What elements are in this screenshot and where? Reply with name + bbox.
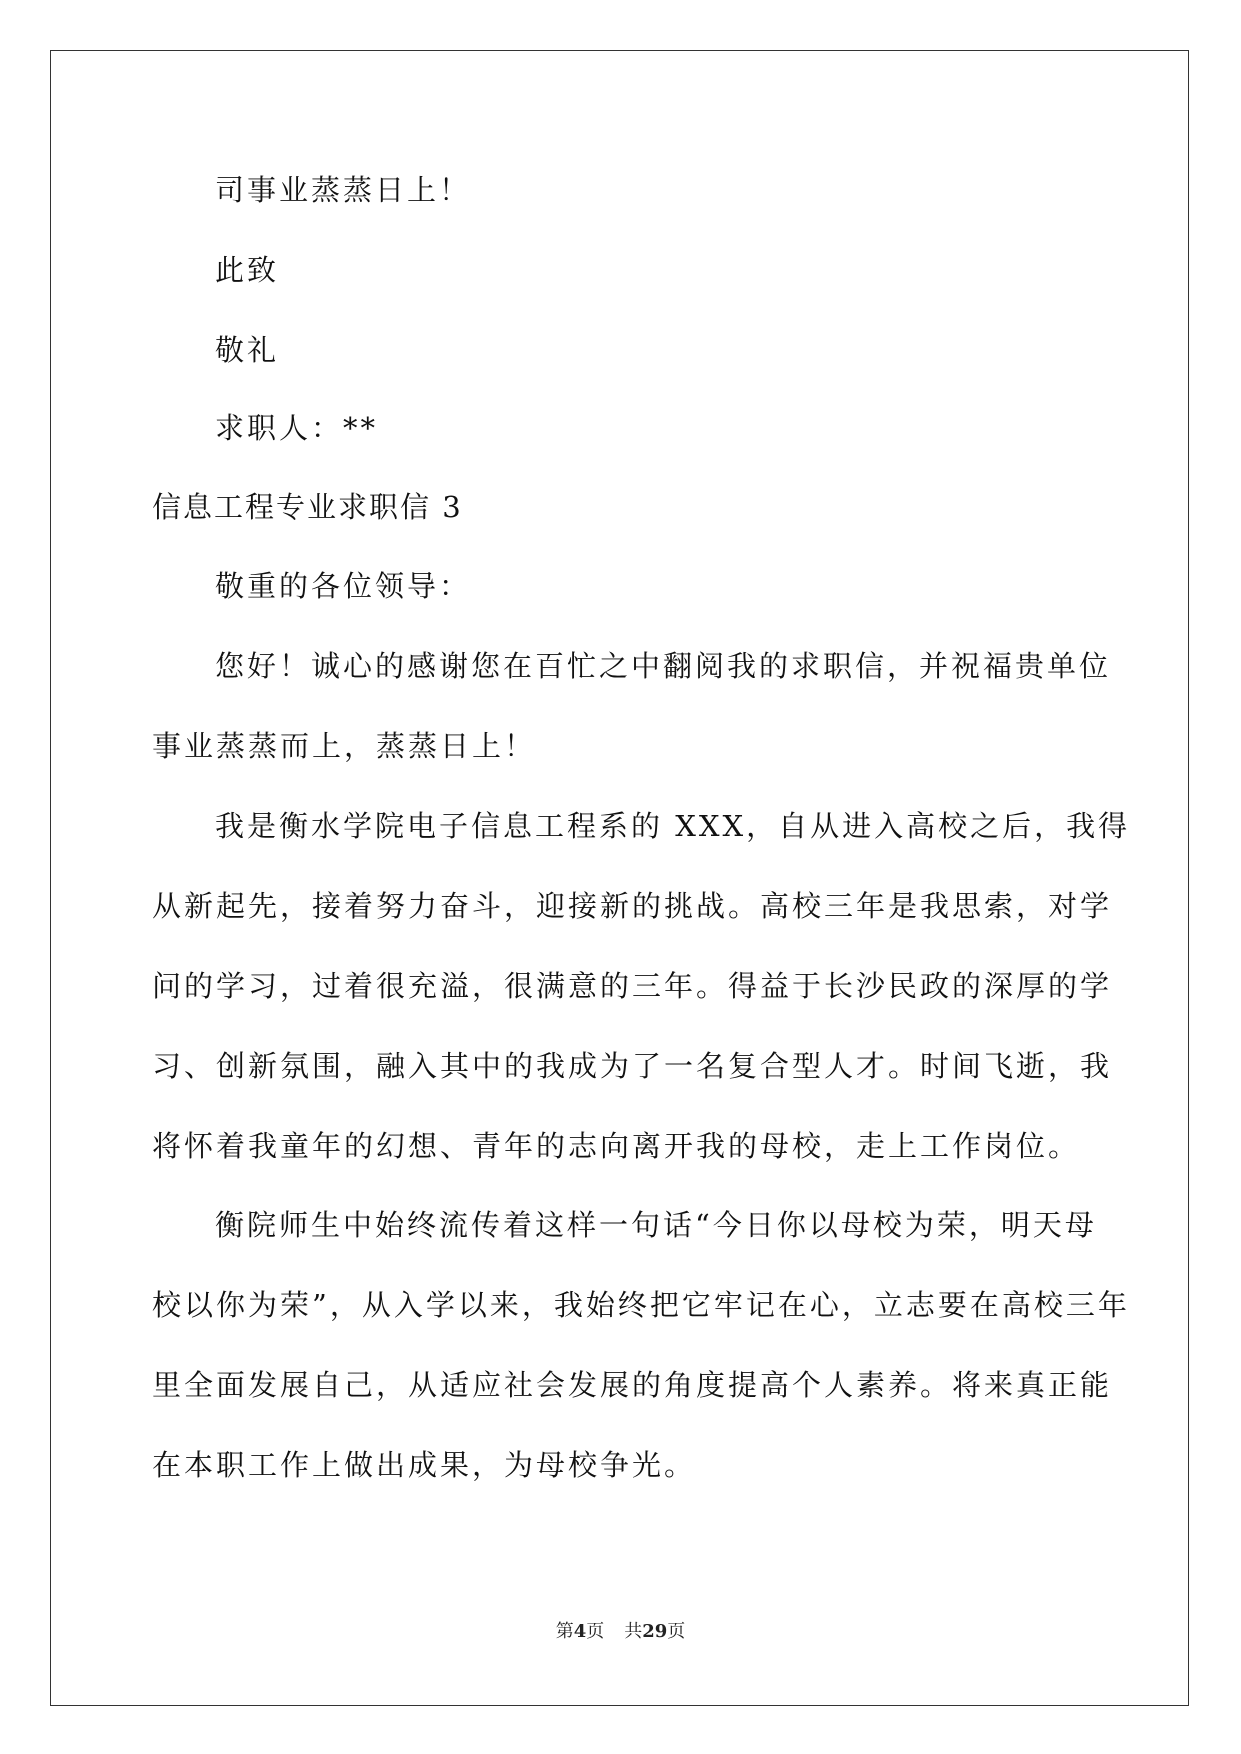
section-heading: 信息工程专业求职信 3 <box>152 490 463 524</box>
paragraph-line: 习、创新氛围，融入其中的我成为了一名复合型人才。时间飞逝，我 <box>152 1049 1113 1083</box>
paragraph-line: 校以你为荣”，从入学以来，我始终把它牢记在心，立志要在高校三年 <box>152 1288 1130 1322</box>
footer-total-pages: 29 <box>642 1621 668 1642</box>
footer-total-suffix: 页 <box>667 1621 686 1642</box>
paragraph-line: 衡院师生中始终流传着这样一句话“今日你以母校为荣，明天母 <box>215 1208 1097 1242</box>
paragraph-line: 我是衡水学院电子信息工程系的 XXX，自从进入高校之后，我得 <box>215 809 1131 843</box>
page-footer <box>0 1620 1241 1644</box>
paragraph-line: 将怀着我童年的幻想、青年的志向离开我的母校，走上工作岗位。 <box>152 1129 1081 1163</box>
paragraph-line: 事业蒸蒸而上，蒸蒸日上！ <box>152 729 537 763</box>
salutation-cizhi: 此致 <box>215 253 280 287</box>
footer-page-suffix: 页 <box>586 1621 605 1642</box>
applicant-signature: 求职人：** <box>215 411 379 445</box>
closing-line: 司事业蒸蒸日上！ <box>215 173 472 207</box>
greeting-line: 敬重的各位领导： <box>215 569 472 603</box>
footer-prefix: 第 <box>555 1621 574 1642</box>
paragraph-line: 里全面发展自己，从适应社会发展的角度提高个人素养。将来真正能 <box>152 1368 1113 1402</box>
salutation-jingli: 敬礼 <box>215 333 280 367</box>
footer-total-prefix: 共 <box>624 1621 643 1642</box>
paragraph-line: 在本职工作上做出成果，为母校争光。 <box>152 1448 697 1482</box>
paragraph-line: 从新起先，接着努力奋斗，迎接新的挑战。高校三年是我思索，对学 <box>152 889 1113 923</box>
paragraph-line: 您好！诚心的感谢您在百忙之中翻阅我的求职信，并祝福贵单位 <box>215 649 1112 683</box>
footer-page-number: 4 <box>573 1621 587 1642</box>
paragraph-line: 问的学习，过着很充溢，很满意的三年。得益于长沙民政的深厚的学 <box>152 969 1113 1003</box>
